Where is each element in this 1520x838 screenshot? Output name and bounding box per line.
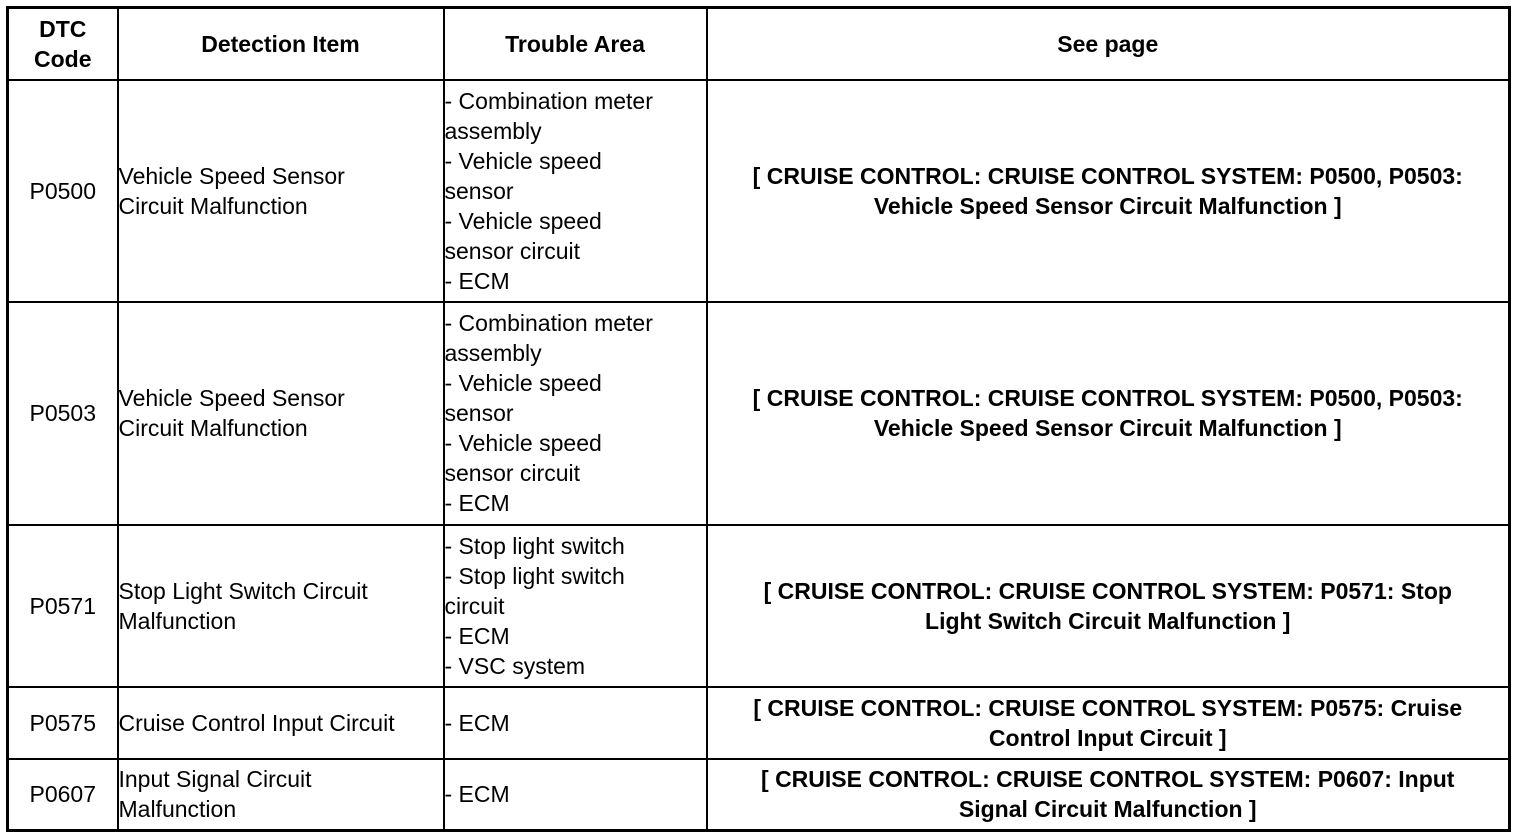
trouble-area-line: - Stop light switch — [444, 532, 625, 559]
trouble-area-line: - Vehicle speed — [444, 370, 602, 396]
header-trouble-area: Trouble Area — [444, 8, 707, 80]
trouble-area-line: - Combination meter — [444, 87, 653, 114]
see-page-link-line[interactable]: Signal Circuit Malfunction ] — [958, 796, 1257, 823]
trouble-area-line: - VSC system — [444, 652, 586, 679]
see-page-link-line[interactable]: Light Switch Circuit Malfunction ] — [925, 607, 1291, 634]
trouble-area-line: assembly — [444, 117, 542, 144]
header-see-page: See page — [707, 8, 1510, 80]
detection-item-line: Vehicle Speed Sensor — [118, 385, 345, 411]
table-row — [8, 525, 1510, 687]
detection-item-line: Cruise Control Input Circuit — [118, 709, 395, 736]
trouble-area-cell — [444, 525, 707, 687]
dtc-code-cell: P0575 — [8, 687, 118, 759]
detection-item-line: Malfunction — [118, 796, 237, 823]
header-detection-item: Detection Item — [118, 8, 444, 80]
table-row — [8, 80, 1510, 302]
see-page-link-line[interactable]: [ CRUISE CONTROL: CRUISE CONTROL SYSTEM: P0500, P0503: — [752, 162, 1463, 189]
dtc-code-cell: P0503 — [8, 302, 118, 525]
table-row — [8, 687, 1510, 759]
trouble-area-line: - ECM — [444, 622, 510, 649]
see-page-link[interactable] — [707, 302, 1510, 525]
detection-item-cell — [118, 80, 444, 302]
trouble-area-line: - Combination meter — [444, 310, 653, 336]
table-row — [8, 759, 1510, 831]
see-page-link-line[interactable]: Vehicle Speed Sensor Circuit Malfunction ] — [873, 415, 1342, 441]
trouble-area-line: assembly — [444, 340, 542, 366]
see-page-link-line[interactable]: Vehicle Speed Sensor Circuit Malfunction ] — [873, 192, 1342, 219]
header-dtc-code — [8, 8, 118, 80]
see-page-link-line[interactable]: [ CRUISE CONTROL: CRUISE CONTROL SYSTEM: P0571: Stop — [763, 577, 1452, 604]
trouble-area-line: - ECM — [444, 490, 510, 516]
trouble-area-line: - Vehicle speed — [444, 430, 602, 456]
detection-item-cell — [118, 687, 444, 759]
detection-item-line: Malfunction — [118, 607, 237, 634]
detection-item-cell — [118, 759, 444, 831]
trouble-area-line: - ECM — [444, 781, 510, 808]
trouble-area-line: - Vehicle speed — [444, 207, 602, 234]
see-page-link-line[interactable]: Control Input Circuit ] — [988, 724, 1227, 751]
dtc-table — [6, 6, 1511, 832]
detection-item-line: Vehicle Speed Sensor — [118, 162, 345, 189]
see-page-link-line[interactable]: [ CRUISE CONTROL: CRUISE CONTROL SYSTEM: P0575: Cruise — [753, 694, 1463, 721]
detection-item-line: Circuit Malfunction — [118, 192, 308, 219]
trouble-area-cell — [444, 80, 707, 302]
detection-item-cell — [118, 525, 444, 687]
table-row — [8, 302, 1510, 525]
header-row — [8, 8, 1510, 80]
trouble-area-cell — [444, 687, 707, 759]
trouble-area-line: circuit — [444, 592, 505, 619]
header-dtc-code-line-2: Code — [34, 45, 92, 72]
trouble-area-line: sensor — [444, 177, 514, 204]
trouble-area-line: sensor circuit — [444, 237, 580, 264]
detection-item-cell — [118, 302, 444, 525]
trouble-area-cell — [444, 759, 707, 831]
dtc-code-cell: P0571 — [8, 525, 118, 687]
see-page-link[interactable] — [707, 80, 1510, 302]
header-dtc-code-line-1: DTC — [39, 15, 87, 42]
detection-item-line: Stop Light Switch Circuit — [118, 577, 368, 604]
trouble-area-cell — [444, 302, 707, 525]
detection-item-line: Circuit Malfunction — [118, 415, 308, 441]
see-page-link-line[interactable]: [ CRUISE CONTROL: CRUISE CONTROL SYSTEM: P0607: Input — [761, 766, 1455, 793]
trouble-area-line: - Vehicle speed — [444, 147, 602, 174]
dtc-code-cell: P0607 — [8, 759, 118, 831]
detection-item-line: Input Signal Circuit — [118, 766, 312, 793]
see-page-link[interactable] — [707, 759, 1510, 831]
dtc-code-cell: P0500 — [8, 80, 118, 302]
trouble-area-line: - ECM — [444, 709, 510, 736]
trouble-area-line: - ECM — [444, 267, 510, 294]
trouble-area-line: sensor circuit — [444, 460, 580, 486]
trouble-area-line: sensor — [444, 400, 514, 426]
see-page-link-line[interactable]: [ CRUISE CONTROL: CRUISE CONTROL SYSTEM: P0500, P0503: — [752, 385, 1463, 411]
see-page-link[interactable] — [707, 687, 1510, 759]
trouble-area-line: - Stop light switch — [444, 562, 625, 589]
see-page-link[interactable] — [707, 525, 1510, 687]
